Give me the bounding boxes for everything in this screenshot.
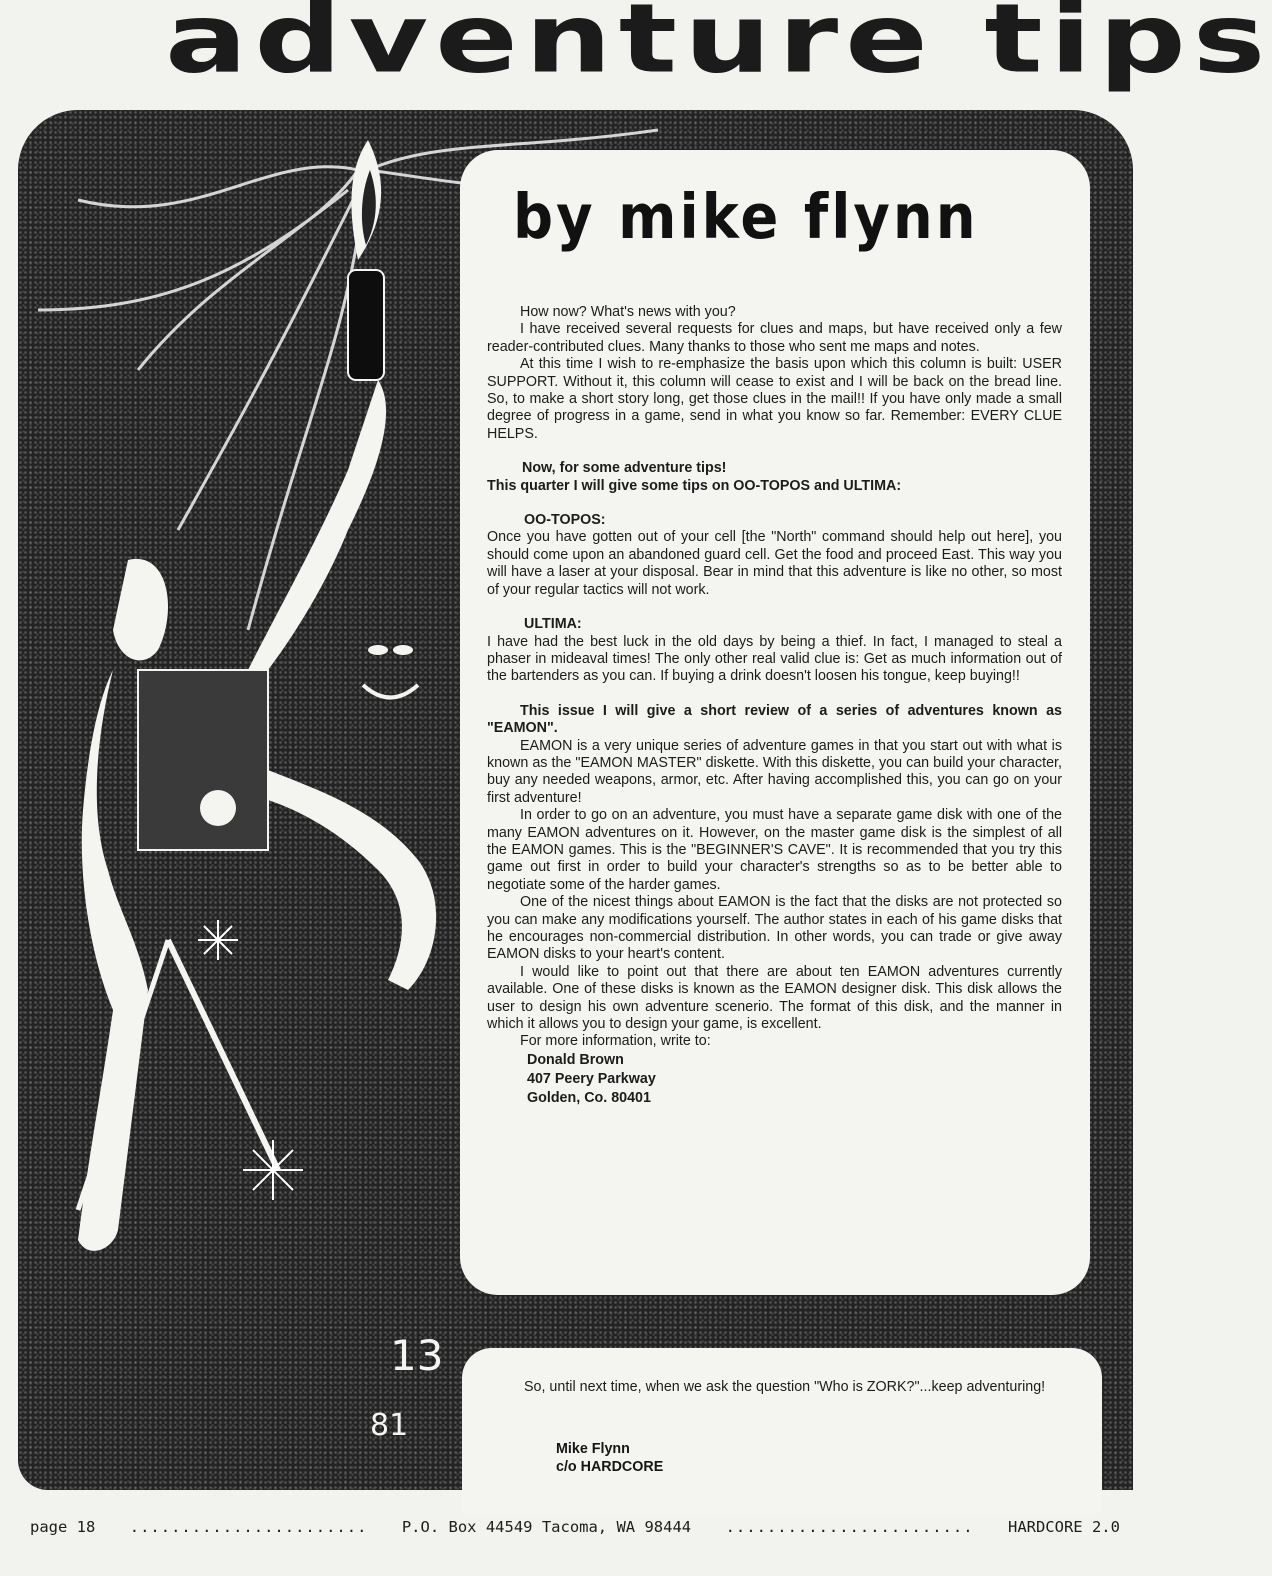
- eamon-paragraph-1: EAMON is a very unique series of adventure games in that you start out with what is known as the "EAMON MASTER" diskette. With this diskette, you can build your character, buy any needed weapons, armor, etc. After having accomplished this, you can go on your first adventure!: [487, 737, 1062, 806]
- footer-dots-left: .......................: [129, 1518, 368, 1536]
- eamon-paragraph-3: One of the nicest things about EAMON is the fact that the disks are not protected so you can make any modifications yourself. The author states in each of his game disks that he encourages non-commercial distribution. In other words, you can trade or give away EAMON disks to your heart's content.: [487, 894, 1062, 963]
- tips-lead-line-2: This quarter I will give some tips on OO-TOPOS and ULTIMA:: [487, 477, 902, 494]
- footer-dots-right: ........................: [725, 1518, 974, 1536]
- mailing-address: [527, 1051, 1062, 1108]
- signature-name: Mike Flynn: [556, 1441, 630, 1457]
- eamon-paragraph-4: I would like to point out that there are about ten EAMON adventures currently available. One of these disks is known as the EAMON designer disk. This disk allows the user to design his own adventure scenerio. The format of this disk, and the manner in which it allows you to design your game, is excellent.: [487, 963, 1062, 1033]
- intro-greeting: How now? What's news with you?: [520, 304, 736, 320]
- footer-address: P.O. Box 44549 Tacoma, WA 98444: [401, 1518, 692, 1536]
- belt-buckle: [200, 790, 236, 826]
- footer-page-number: page 18: [30, 1518, 96, 1536]
- tips-lead: [487, 460, 1062, 495]
- sparkle-icon: [198, 920, 303, 1200]
- svg-text:81: 81: [370, 1408, 409, 1443]
- torch-handle: [348, 270, 384, 380]
- byline: by mike flynn: [513, 182, 979, 254]
- intro-paragraph-2: At this time I wish to re-emphasize the basis upon which this column is built: USER SUPPORT. Without it, this column will cease to exist and I will be back on the bread line. So, to make a short story long, get those clues in the mail!! If you have only made a small degree of progress in a game, send in what you know so far. Remember: EVERY CLUE HELPS.: [487, 356, 1062, 442]
- intro-paragraph-1: I have received several requests for clues and maps, but have received only a few reader-contributed clues. Many thanks to those who sent me maps and notes.: [487, 321, 1062, 355]
- closing-text-box: [462, 1348, 1102, 1513]
- signature-org: c/o HARDCORE: [556, 1459, 664, 1475]
- signature-block: [556, 1440, 663, 1476]
- sword-blade: [168, 940, 278, 1170]
- eamon-paragraph-2: In order to go on an adventure, you must have a separate game disk with one of the many EAMON adventures on it. However, on the master game disk is the simplest of all the EAMON games. This is the "BEGINNER'S CAVE". It is recommended that you try this game out first in order to build your character's strengths so as to be better able to negotiate some of the harder games.: [487, 807, 1062, 893]
- tips-lead-line-1: Now, for some adventure tips!: [522, 460, 727, 477]
- creature-face: [363, 645, 418, 698]
- closing-text: So, until next time, when we ask the question "Who is ZORK?"...keep adventuring!: [524, 1379, 1046, 1395]
- warrior-tunic: [138, 670, 268, 850]
- address-street: 407 Peery Parkway: [527, 1070, 656, 1087]
- eamon-paragraph-5: For more information, write to:: [520, 1033, 711, 1050]
- section-body-ootopos: Once you have gotten out of your cell [the "North" command should help out here], you should come upon an abandoned guard cell. Get the food and proceed East. This way you will have a laser at your disposal. Bear in mind that this adventure is like no other, so most of your regular tactics will not work.: [487, 529, 1062, 598]
- masthead-title: adventure tips: [165, 0, 1272, 95]
- svg-text:13: 13: [390, 1331, 444, 1380]
- page-footer: [30, 1518, 1120, 1536]
- section-heading-ultima: ULTIMA:: [524, 616, 582, 633]
- section-body-ultima: I have had the best luck in the old days by being a thief. In fact, I managed to steal a phaser in mideaval times! The only other real valid clue is: Get as much information out of the bartenders as you can. If buying a drink doesn't loosen his tongue, keep buying!!: [487, 633, 1062, 685]
- closing-section: [487, 1379, 1062, 1396]
- artist-signature: [370, 1331, 443, 1443]
- footer-issue: HARDCORE 2.0: [1007, 1518, 1120, 1536]
- address-name: Donald Brown: [527, 1051, 624, 1068]
- address-city: Golden, Co. 80401: [527, 1089, 651, 1106]
- eamon-lead: This issue I will give a short review of a series of adventures known as "EAMON".: [487, 702, 1062, 737]
- section-heading-ootopos: OO-TOPOS:: [524, 512, 606, 529]
- article-body: [487, 304, 1062, 1108]
